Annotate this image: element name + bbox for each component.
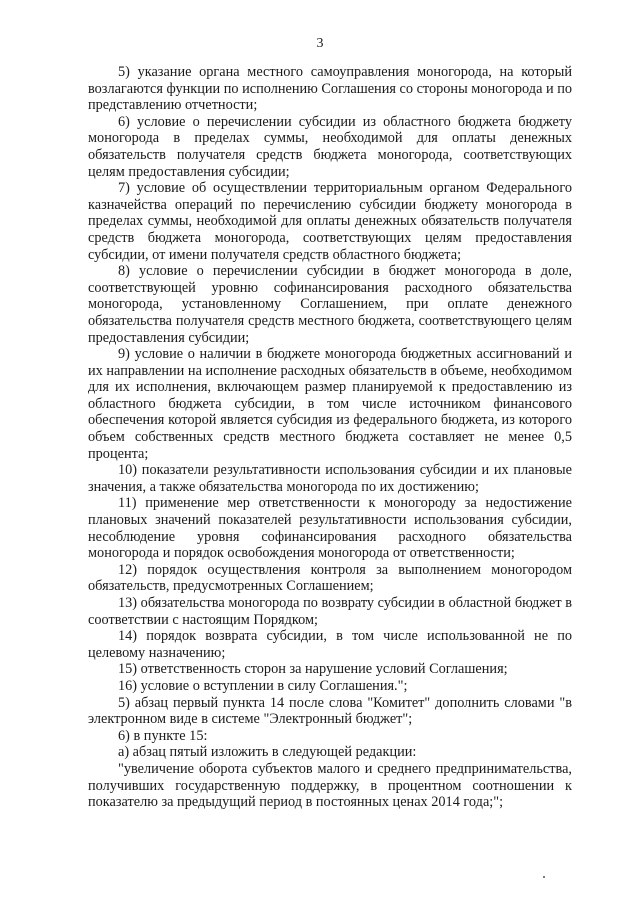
paragraph-item-7-treasury-condition: 7) условие об осуществлении территориальным органом Федерального казначейства операций по перечислению субсидии бюджету моногорода в пределах суммы, необходимой для оплаты денежных обязательств получателя средств бюджета моногорода, соответствующих целям предоставления субсидии, от имени получателя средств областного бюджета;	[88, 180, 572, 263]
paragraph-amendment-5: 5) абзац первый пункта 14 после слова "Комитет" дополнить словами "в электронном виде в системе "Электронный бюджет";	[88, 694, 572, 728]
paragraph-item-12-control: 12) порядок осуществления контроля за выполнением моногородом обязательств, предусмотренных Соглашением;	[88, 561, 572, 595]
paragraph-item-9-budget-allocations: 9) условие о наличии в бюджете моногорода бюджетных ассигнований и их направлении на исполнение расходных обязательств в объеме, необходимом для их исполнения, включающем размер планируемой к предоставлению из областного бюджета субсидии, в том числе источником финансового обеспечения которой является субсидия из федерального бюджета, из которого объем собственных средств местного бюджета составляет не менее 0,5 процента;	[88, 346, 572, 462]
paragraph-item-15-liability: 15) ответственность сторон за нарушение условий Соглашения;	[118, 661, 508, 678]
paragraph-item-16-entry-into-force: 16) условие о вступлении в силу Соглашения.";	[118, 677, 408, 694]
scan-speck	[543, 876, 545, 878]
paragraph-item-11-responsibility-measures: 11) применение мер ответственности к моногороду за недостижение плановых значений показателей результативности использования субсидии, несоблюдение уровня софинансирования расходного обязательства моногорода и порядок освобождения моногорода от ответственности;	[88, 495, 572, 562]
paragraph-item-13-refund-obligations: 13) обязательства моногорода по возврату субсидии в областной бюджет в соответствии с настоящим Порядком;	[88, 595, 572, 628]
document-body	[88, 64, 572, 811]
paragraph-item-6-transfer-condition: 6) условие о перечислении субсидии из областного бюджета бюджету моногорода в пределах суммы, необходимой для оплаты денежных обязательств получателя средств бюджета моногорода, соответствующих целям предоставления субсидии;	[88, 113, 572, 180]
paragraph-item-5-authority: 5) указание органа местного самоуправления моногорода, на который возлагаются функции по исполнению Соглашения со стороны моногорода и по представлению отчетности;	[88, 64, 573, 114]
paragraph-item-10-indicators: 10) показатели результативности использования субсидии и их плановые значения, а также обязательства моногорода по их достижению;	[88, 462, 572, 495]
paragraph-item-14-refund-procedure: 14) порядок возврата субсидии, в том числе использованной не по целевому назначению;	[88, 628, 572, 661]
paragraph-item-8-share-condition: 8) условие о перечислении субсидии в бюджет моногорода в доле, соответствующей уровню софинансирования расходного обязательства моногорода, установленному Соглашением, при оплате денежного обязательства получателя средств местного бюджета, соответствующего целям предоставления субсидии;	[88, 263, 572, 346]
page-number: 3	[316, 36, 324, 51]
paragraph-amendment-6a: а) абзац пятый изложить в следующей редакции:	[118, 744, 417, 761]
paragraph-new-wording: "увеличение оборота субъектов малого и среднего предпринимательства, получивших государственную поддержку, в процентном соотношении к показателю за предыдущий период в постоянных ценах 2014 года;";	[88, 760, 572, 811]
paragraph-amendment-6: 6) в пункте 15:	[118, 727, 208, 744]
